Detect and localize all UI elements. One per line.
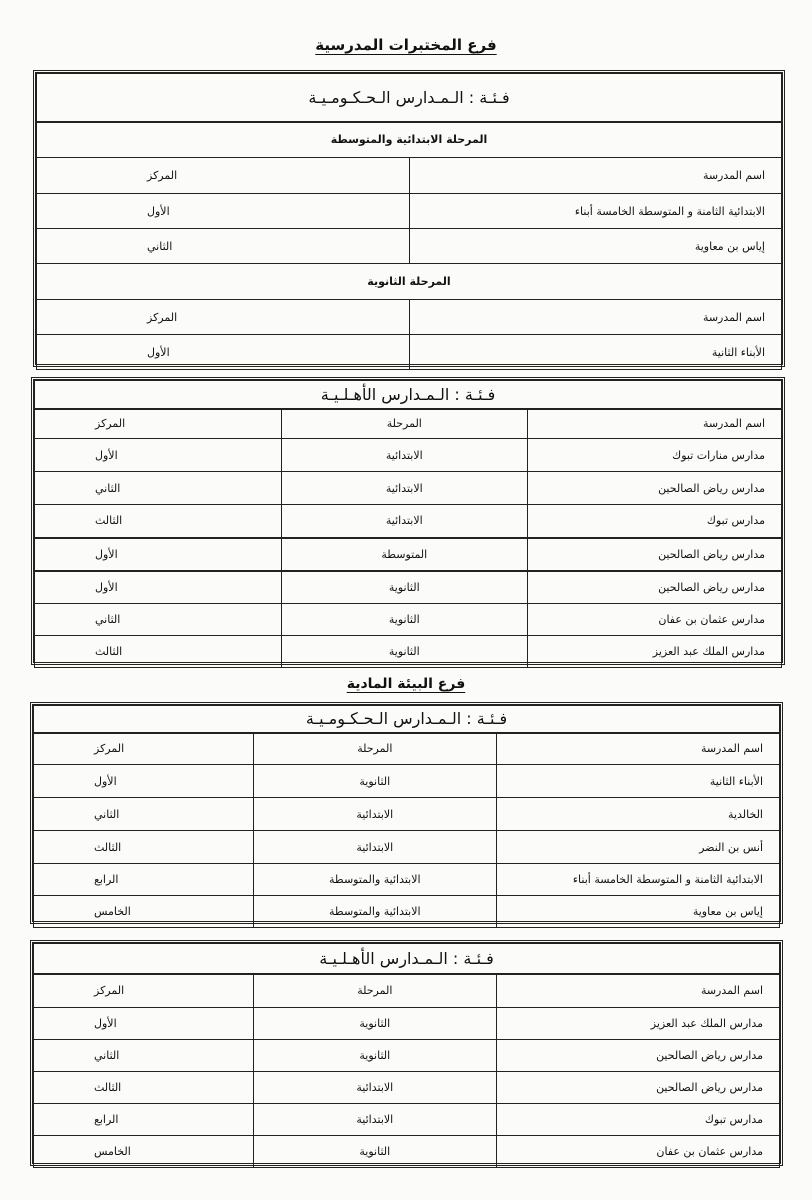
school-name-header: اسم المدرسة bbox=[528, 409, 782, 439]
stage-heading: المرحلة الابتدائية والمتوسطة bbox=[37, 122, 782, 158]
stage: الثانوية bbox=[281, 571, 528, 604]
rank-header: المركز bbox=[34, 733, 254, 765]
rank: الأول bbox=[37, 335, 410, 370]
table-row bbox=[34, 798, 780, 831]
stage: الابتدائية bbox=[281, 505, 528, 538]
stage: الابتدائية bbox=[254, 1072, 496, 1104]
school-name: مدارس عثمان بن عفان bbox=[528, 604, 782, 636]
rank: الرابع bbox=[34, 1104, 254, 1136]
table-row bbox=[37, 194, 782, 229]
rank-header: المركز bbox=[35, 409, 282, 439]
rank-header: المركز bbox=[37, 300, 410, 335]
rank: الثاني bbox=[35, 472, 282, 505]
category-heading: فـئـة : الـمـدارس الـحـكـومـيـة bbox=[37, 74, 782, 122]
stage: الثانوية bbox=[254, 1136, 496, 1168]
table-row bbox=[37, 335, 782, 370]
rank: الأول bbox=[35, 571, 282, 604]
rank-header: المركز bbox=[34, 974, 254, 1008]
rank: الخامس bbox=[34, 1136, 254, 1168]
stage: الابتدائية والمتوسطة bbox=[254, 896, 496, 928]
labs-section-title: فرع المختبرات المدرسية bbox=[315, 36, 497, 54]
table-row bbox=[35, 505, 782, 538]
table-row bbox=[34, 1072, 780, 1104]
rank: الأول bbox=[37, 194, 410, 229]
school-name-header: اسم المدرسة bbox=[496, 733, 779, 765]
table-row bbox=[34, 896, 780, 928]
table-row bbox=[35, 538, 782, 571]
school-name-header: اسم المدرسة bbox=[496, 974, 779, 1008]
stage: الابتدائية bbox=[254, 1104, 496, 1136]
rank: الثالث bbox=[34, 1072, 254, 1104]
table-row bbox=[35, 439, 782, 472]
table-row bbox=[37, 229, 782, 264]
rank-header: المركز bbox=[37, 158, 410, 194]
environment-private-table bbox=[30, 940, 783, 1166]
school-name: الأبناء الثانية bbox=[409, 335, 782, 370]
school-name: مدارس رياض الصالحين bbox=[496, 1040, 779, 1072]
school-name: إياس بن معاوية bbox=[409, 229, 782, 264]
school-name: مدارس رياض الصالحين bbox=[528, 571, 782, 604]
stage: الثانوية bbox=[254, 1040, 496, 1072]
stage-header: المرحلة bbox=[254, 974, 496, 1008]
table-row bbox=[34, 831, 780, 864]
stage-header: المرحلة bbox=[254, 733, 496, 765]
table-row bbox=[34, 765, 780, 798]
rank: الأول bbox=[34, 765, 254, 798]
category-heading: فـئـة : الـمـدارس الأهـلـيـة bbox=[34, 944, 780, 974]
category-heading: فـئـة : الـمـدارس الـحـكـومـيـة bbox=[34, 706, 780, 733]
rank: الثاني bbox=[37, 229, 410, 264]
labs-private-table bbox=[31, 377, 785, 665]
stage: الثانوية bbox=[254, 1008, 496, 1040]
stage: الثانوية bbox=[254, 765, 496, 798]
school-name: الأبناء الثانية bbox=[496, 765, 779, 798]
stage: المتوسطة bbox=[281, 538, 528, 571]
table-row bbox=[34, 864, 780, 896]
table-row bbox=[34, 1136, 780, 1168]
stage: الابتدائية والمتوسطة bbox=[254, 864, 496, 896]
rank: الثالث bbox=[35, 505, 282, 538]
rank: الثالث bbox=[35, 636, 282, 668]
table-row bbox=[35, 636, 782, 668]
school-name-header: اسم المدرسة bbox=[409, 300, 782, 335]
school-name: مدارس رياض الصالحين bbox=[528, 538, 782, 571]
labs-government-table bbox=[33, 70, 785, 367]
rank: الأول bbox=[35, 538, 282, 571]
rank: الأول bbox=[35, 439, 282, 472]
stage: الثانوية bbox=[281, 636, 528, 668]
rank: الثالث bbox=[34, 831, 254, 864]
rank: الثاني bbox=[34, 798, 254, 831]
table-row bbox=[35, 472, 782, 505]
rank: الثاني bbox=[34, 1040, 254, 1072]
school-name: مدارس تبوك bbox=[496, 1104, 779, 1136]
category-heading: فـئـة : الـمـدارس الأهـلـيـة bbox=[35, 381, 782, 409]
table-row bbox=[34, 1104, 780, 1136]
rank: الرابع bbox=[34, 864, 254, 896]
rank: الأول bbox=[34, 1008, 254, 1040]
school-name: مدارس رياض الصالحين bbox=[496, 1072, 779, 1104]
rank: الثاني bbox=[35, 604, 282, 636]
school-name-header: اسم المدرسة bbox=[409, 158, 782, 194]
school-name: مدارس الملك عبد العزيز bbox=[496, 1008, 779, 1040]
stage: الابتدائية bbox=[254, 798, 496, 831]
environment-section-title: فرع البيئة المادية bbox=[346, 676, 466, 692]
rank: الخامس bbox=[34, 896, 254, 928]
stage-header: المرحلة bbox=[281, 409, 528, 439]
school-name: مدارس منارات تبوك bbox=[528, 439, 782, 472]
school-name: مدارس تبوك bbox=[528, 505, 782, 538]
table-row bbox=[35, 604, 782, 636]
stage: الابتدائية bbox=[281, 472, 528, 505]
school-name: الابتدائية الثامنة و المتوسطة الخامسة أبناء bbox=[409, 194, 782, 229]
school-name: الابتدائية الثامنة و المتوسطة الخامسة أبناء bbox=[496, 864, 779, 896]
school-name: مدارس عثمان بن عفان bbox=[496, 1136, 779, 1168]
environment-government-table bbox=[30, 702, 783, 924]
stage: الابتدائية bbox=[281, 439, 528, 472]
stage-heading: المرحلة الثانوية bbox=[37, 264, 782, 300]
school-name: مدارس رياض الصالحين bbox=[528, 472, 782, 505]
school-name: مدارس الملك عبد العزيز bbox=[528, 636, 782, 668]
table-row bbox=[35, 571, 782, 604]
school-name: الخالدية bbox=[496, 798, 779, 831]
stage: الابتدائية bbox=[254, 831, 496, 864]
stage: الثانوية bbox=[281, 604, 528, 636]
table-row bbox=[34, 1040, 780, 1072]
table-row bbox=[34, 1008, 780, 1040]
school-name: أنس بن النضر bbox=[496, 831, 779, 864]
school-name: إياس بن معاوية bbox=[496, 896, 779, 928]
